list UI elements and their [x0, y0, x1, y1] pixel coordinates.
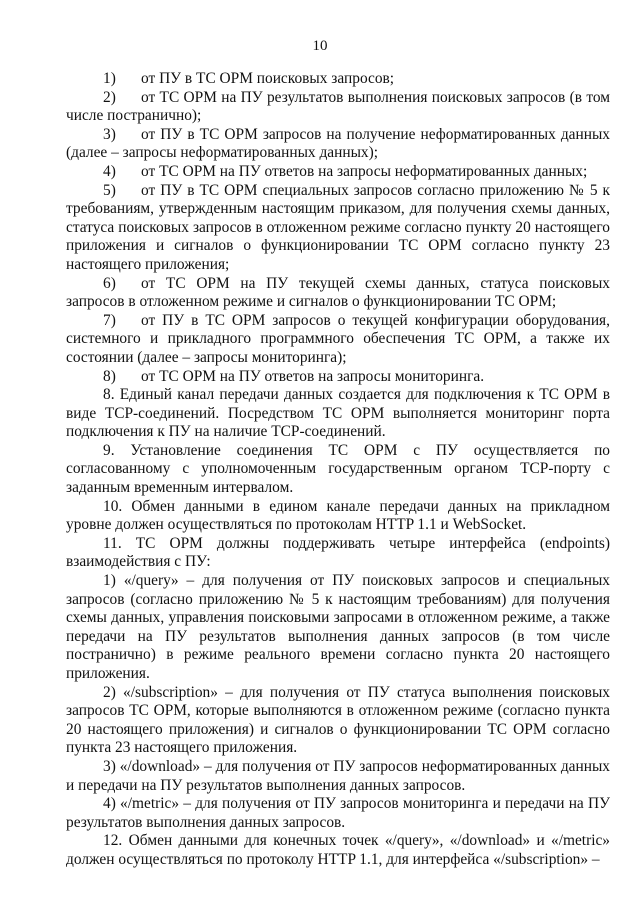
endpoint-download: 3) «/download» – для получения от ПУ запросов неформатированных данных и передачи на ПУ результатов выполнения данных запросов.: [66, 757, 610, 794]
list-item-text: от ТС ОРМ на ПУ ответов на запросы мониторинга.: [141, 367, 485, 385]
list-item: [66, 368, 610, 387]
list-item: [66, 163, 610, 182]
paragraph-8: 8. Единый канал передачи данных создается для подключения к ТС ОРМ в виде TCP-соединений. Посредством ТС ОРМ выполняется мониторинг порта подключения к ПУ на наличие TCP-соединений.: [66, 386, 610, 441]
list-item-text: от ПУ в ТС ОРМ поисковых запросов;: [141, 70, 395, 87]
list-item-number: 2): [103, 88, 116, 106]
list-item: [66, 312, 610, 368]
list-item: [66, 275, 610, 312]
list-item-number: 6): [103, 274, 116, 292]
list-item: [66, 70, 610, 89]
list-item-number: 8): [103, 367, 116, 385]
list-item: [66, 89, 610, 126]
list-item-text: от ПУ в ТС ОРМ запросов о текущей конфигурации оборудования, системного и прикладного программного обеспечения ТС ОРМ, а также их состоянии (далее – запросы мониторинга);: [66, 311, 610, 366]
document-body: [66, 70, 610, 870]
endpoint-subscription: 2) «/subscription» – для получения от ПУ статуса выполнения поисковых запросов ТС ОРМ, которые выполняются в отложенном режиме (согласно пункта 20 настоящего приложения) и сигналов о функционировании ТС ОРМ согласно пункта 23 настоящего приложения.: [66, 683, 610, 757]
list-item-text: от ТС ОРМ на ПУ текущей схемы данных, статуса поисковых запросов в отложенном режиме и сигналов о функционировании ТС ОРМ;: [66, 274, 610, 311]
paragraph-12: 12. Обмен данными для конечных точек «/query», «/download» и «/metric» должен осуществляться по протоколу HTTP 1.1, для интерфейса «/subscription» –: [66, 832, 610, 868]
list-item-text: от ПУ в ТС ОРМ запросов на получение неформатированных данных (далее – запросы неформатированных данных);: [66, 125, 610, 162]
list-item: [66, 126, 610, 163]
paragraph-11: 11. ТС ОРМ должны поддерживать четыре интерфейса (endpoints) взаимодействия с ПУ:: [66, 534, 610, 571]
list-item-number: 7): [103, 311, 116, 329]
list-item-number: 4): [103, 162, 116, 180]
page-number: 10: [312, 38, 328, 54]
endpoint-metric: 4) «/metric» – для получения от ПУ запросов мониторинга и передачи на ПУ результатов выполнения данных запросов.: [66, 795, 610, 831]
list-item: [66, 182, 610, 275]
list-item-text: от ТС ОРМ на ПУ результатов выполнения поисковых запросов (в том числе постранично);: [66, 88, 610, 125]
list-item-number: 3): [103, 125, 116, 143]
list-item-text: от ТС ОРМ на ПУ ответов на запросы неформатированных данных;: [141, 162, 588, 180]
list-item-text: от ПУ в ТС ОРМ специальных запросов согласно приложению № 5 к требованиям, утвержденным настоящим приказом, для получения схемы данных, статуса поисковых запросов в отложенном режиме согласно пункту 20 настоящего приложения и сигналов о функционировании ТС ОРМ согласно пункту 23 настоящего приложения;: [66, 181, 610, 273]
paragraph-9: 9. Установление соединения ТС ОРМ с ПУ осуществляется по согласованному с уполномоченным государственным органом TCP-порту с заданным временным интервалом.: [66, 441, 610, 497]
endpoint-query: 1) «/query» – для получения от ПУ поисковых запросов и специальных запросов (согласно приложению № 5 к настоящим требованиям) для получения схемы данных, управления поисковыми запросами в отложенном режиме, а также передачи на ПУ результатов выполнения данных запросов (в том числе постранично) в режиме реального времени согласно пункта 20 настоящего приложения.: [66, 572, 610, 682]
list-item-number: 1): [103, 70, 116, 87]
paragraph-10: 10. Обмен данными в едином канале передачи данных на прикладном уровне должен осуществляться по протоколам HTTP 1.1 и WebSocket.: [66, 497, 610, 534]
list-item-number: 5): [103, 181, 116, 199]
